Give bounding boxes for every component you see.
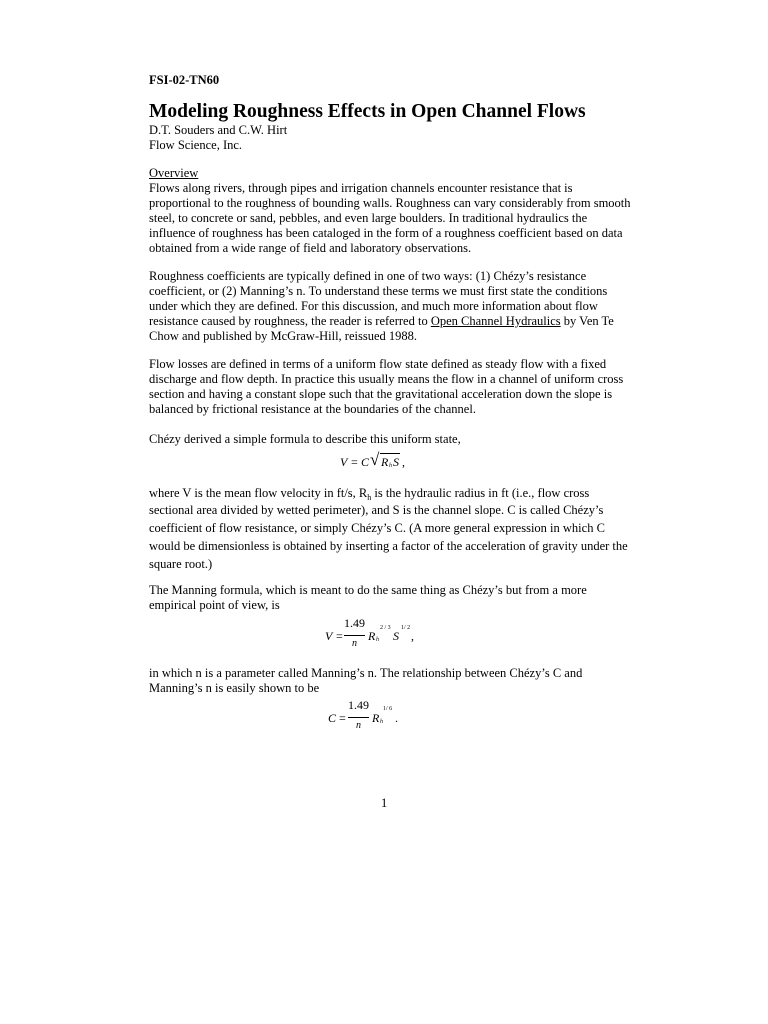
paragraph-chezy-intro [149, 432, 619, 447]
text-line: Flows along rivers, through pipes and irrigation channels encounter resistance that is [149, 181, 573, 195]
eq-symbol: V [340, 455, 348, 469]
paragraph-manning-intro [149, 583, 619, 613]
section-heading-overview: Overview [149, 166, 199, 180]
text-line: proportional to the roughness of bounding walls. Roughness can vary considerably from smooth [149, 196, 631, 210]
sqrt-bar [380, 453, 400, 454]
eq-exponent: 1/ 2 [401, 625, 411, 631]
paragraph-overview [149, 181, 631, 256]
eq-symbol: V [325, 629, 333, 643]
eq-symbol: R [381, 455, 389, 469]
organization: Flow Science, Inc. [149, 138, 243, 152]
text-line: coefficient, or (2) Manning’s n. To understand these terms we must first state the conditions [149, 284, 608, 298]
page-number: 1 [381, 796, 388, 810]
book-title-link[interactable]: Open Channel Hydraulics [430, 314, 561, 328]
eq-symbol: C [328, 711, 337, 725]
eq-subscript: h [380, 719, 383, 725]
eq-symbol: = [339, 711, 346, 725]
text-line: empirical point of view, is [149, 598, 280, 612]
sqrt-icon: √ [370, 450, 380, 469]
text-line: Chow and published by McGraw-Hill, reissued 1988. [149, 329, 418, 343]
text-line: Manning’s n is easily shown to be [149, 681, 320, 695]
text-line: section and having a constant slope such that the gravitational acceleration down the slope is [149, 387, 613, 401]
eq-symbol: R [372, 711, 380, 725]
eq-symbol: C [361, 455, 370, 469]
eq-numerator: 1.49 [344, 616, 365, 630]
text-line: in which n is a parameter called Manning’s n. The relationship between Chézy’s C and [149, 666, 583, 680]
text-span: resistance caused by roughness, the reader is referred to [149, 314, 431, 328]
text-span: where V is the mean flow velocity in ft/s, R [149, 486, 368, 500]
text-line: square root.) [149, 557, 213, 571]
fraction-bar [348, 717, 369, 718]
text-line: steel, to concrete or sand, pebbles, and even large boulders. In traditional hydraulics the [149, 211, 588, 225]
text-line: The Manning formula, which is meant to do the same thing as Chézy’s but from a more [149, 583, 587, 597]
eq-numerator: 1.49 [348, 698, 369, 712]
fraction-bar [344, 635, 365, 636]
eq-exponent: 2 / 3 [380, 625, 391, 631]
eq-exponent: 1/ 6 [383, 706, 393, 712]
eq-symbol: . [395, 711, 398, 725]
text-line: would be dimensionless is obtained by inserting a factor of the acceleration of gravity under the [149, 539, 628, 553]
eq-symbol: S [393, 455, 399, 469]
text-span: is the hydraulic radius in ft (i.e., flow cross [371, 486, 590, 500]
equation-manning [325, 615, 465, 655]
eq-symbol: = [351, 455, 358, 469]
subscript: h [367, 493, 372, 502]
page-title: Modeling Roughness Effects in Open Channel Flows [149, 101, 586, 122]
paragraph-flow-losses [149, 357, 624, 417]
equation-chezy [340, 450, 460, 472]
equation-c-from-n [328, 697, 438, 737]
text-line: Roughness coefficients are typically defined in one of two ways: (1) Chézy’s resistance [149, 269, 587, 283]
eq-symbol: R [368, 629, 376, 643]
text-line [149, 314, 619, 329]
eq-subscript: h [389, 463, 392, 469]
text-line: Flow losses are defined in terms of a uniform flow state defined as steady flow with a fixed [149, 357, 607, 371]
eq-symbol: S [393, 629, 399, 643]
eq-denominator: n [352, 638, 357, 649]
text-line: sectional area divided by wetted perimeter), and S is the channel slope. C is called Chézy’s [149, 503, 604, 517]
eq-denominator: n [356, 720, 361, 731]
paragraph-manning-relationship [149, 666, 619, 696]
eq-symbol: , [402, 455, 405, 469]
eq-symbol: , [411, 629, 414, 643]
authors: D.T. Souders and C.W. Hirt [149, 123, 288, 137]
text-line: influence of roughness has been cataloged in the form of a roughness coefficient based on data [149, 226, 623, 240]
text-line: obtained from a wide range of field and laboratory observations. [149, 241, 472, 255]
text-line: coefficient of flow resistance, or simply Chézy’s C. (A more general expression in which C [149, 521, 605, 535]
paragraph-chezy-definitions [149, 486, 628, 575]
text-line: under which they are defined. For this discussion, and much more information about flow [149, 299, 598, 313]
text-line: balanced by frictional resistance at the boundaries of the channel. [149, 402, 476, 416]
eq-symbol: = [336, 629, 343, 643]
document-id: FSI-02-TN60 [149, 73, 220, 87]
text-line: discharge and flow depth. In practice this usually means the flow in a channel of uniform cross [149, 372, 624, 386]
paragraph-roughness-coefficients [149, 269, 619, 344]
eq-subscript: h [376, 637, 379, 643]
text-line: Chézy derived a simple formula to describe this uniform state, [149, 432, 461, 446]
text-line [149, 486, 619, 503]
text-span: by Ven Te [560, 314, 614, 328]
